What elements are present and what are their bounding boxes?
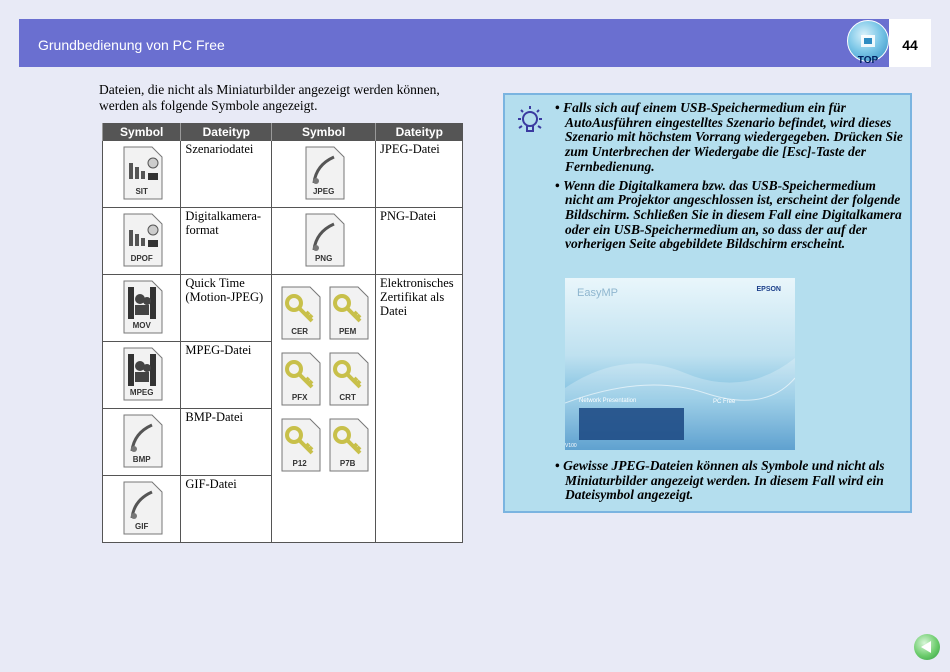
col-header-type: Dateityp — [181, 123, 272, 141]
p7b-file-icon: P7B — [326, 417, 370, 473]
table-row — [103, 275, 463, 342]
symbol-cell — [103, 342, 181, 409]
symbol-cell — [103, 409, 181, 476]
easymp-screenshot — [565, 278, 795, 450]
lightbulb-icon — [513, 103, 547, 137]
section-title: Grundbedienung von PC Free — [38, 37, 225, 53]
network-presentation-label: Network Presentation — [579, 398, 637, 404]
version-label: V100 — [565, 443, 577, 449]
col-header-type: Dateityp — [376, 123, 463, 141]
type-cell: GIF-Datei — [181, 476, 272, 543]
type-cell: PNG-Datei — [376, 208, 463, 275]
symbol-cell — [103, 141, 181, 208]
header-bar — [19, 19, 889, 67]
table-row — [103, 141, 463, 208]
note-list — [555, 459, 905, 507]
col-header-symbol: Symbol — [272, 123, 376, 141]
cer-file-icon: CER — [278, 285, 322, 341]
type-cell: Digitalkamera-format — [181, 208, 272, 275]
note-item: • Wenn die Digitalkamera bzw. das USB-Speichermedium nicht am Projektor angeschlossen ist, erscheint der folgende Bildschirm. Schließen Sie in diesem Fall eine Digitalkamera oder ein USB-Speichermedium an, so dass der auf der vorherigen Seite abgebildete Bildschirm erscheint. — [555, 179, 905, 253]
intro-text: Dateien, die nicht als Miniaturbilder angezeigt werden können, werden als folgende Symbole angezeigt. — [99, 82, 440, 113]
type-cell: Szenariodatei — [181, 141, 272, 208]
type-cell: JPEG-Datei — [376, 141, 463, 208]
col-header-symbol: Symbol — [103, 123, 181, 141]
mov-file-icon: MOV — [120, 279, 164, 335]
symbol-cell — [103, 208, 181, 275]
png-file-icon: PNG — [302, 212, 346, 268]
page-number: 44 — [902, 37, 918, 53]
dpof-file-icon: DPOF — [120, 212, 164, 268]
p12-file-icon: P12 — [278, 417, 322, 473]
pfx-file-icon: PFX — [278, 351, 322, 407]
page-number-box — [889, 19, 931, 67]
pem-file-icon: PEM — [326, 285, 370, 341]
note-list — [555, 101, 905, 256]
bmp-file-icon: BMP — [120, 413, 164, 469]
gif-file-icon: GIF — [120, 480, 164, 536]
table-row — [103, 208, 463, 275]
epson-brand: EPSON — [756, 286, 781, 293]
pc-free-label: PC Free — [713, 399, 736, 405]
back-button[interactable] — [914, 634, 940, 660]
symbol-cell — [103, 476, 181, 543]
type-cell: MPEG-Datei — [181, 342, 272, 409]
mpeg-file-icon: MPEG — [120, 346, 164, 402]
jpeg-file-icon: JPEG — [302, 145, 346, 201]
top-label: TOP — [857, 55, 879, 66]
symbol-cell — [272, 141, 376, 208]
crt-file-icon: CRT — [326, 351, 370, 407]
easymp-logo: EasyMP — [577, 287, 618, 299]
file-symbol-table — [102, 123, 463, 543]
note-item: • Falls sich auf einem USB-Speichermedium ein für AutoAusführen eingestelltes Szenario befindet, wird dieses Szenario mit höchstem Vorrang wiedergegeben. Drücken Sie zum Unterbrechen der Wiedergabe die [Esc]-Taste der Fernbedienung. — [555, 101, 905, 175]
type-cell: Elektronisches Zertifikat als Datei — [376, 275, 463, 543]
symbol-cell — [272, 208, 376, 275]
note-item: • Gewisse JPEG-Dateien können als Symbole und nicht als Miniaturbilder angezeigt werden. In diesem Fall wird ein Dateisymbol angezeigt. — [555, 459, 905, 503]
type-cell: Quick Time (Motion-JPEG) — [181, 275, 272, 342]
symbol-cell — [103, 275, 181, 342]
scenario-file-icon: SIT — [120, 145, 164, 201]
network-info-panel — [579, 408, 684, 440]
top-button[interactable] — [845, 18, 891, 66]
symbol-cell — [272, 275, 376, 543]
type-cell: BMP-Datei — [181, 409, 272, 476]
